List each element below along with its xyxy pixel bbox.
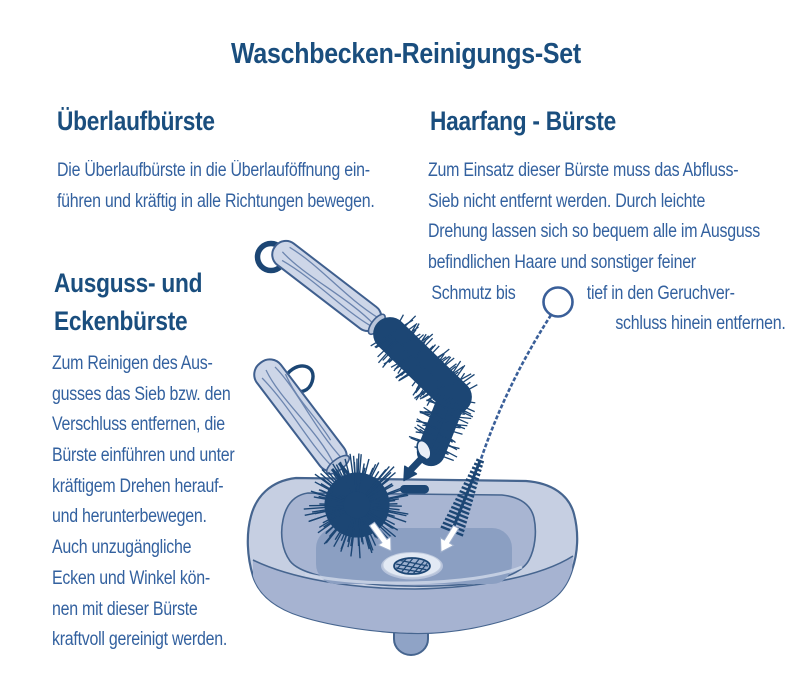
body-line: Verschluss entfernen, die (52, 414, 225, 436)
corner-brush-to-drain-arrow-icon (370, 522, 392, 551)
hair-brush-to-drain-arrow-icon (441, 526, 459, 553)
overflow-brush-heading: Überlaufbürste (57, 106, 215, 136)
heading-line: Eckenbürste (54, 306, 188, 336)
body-line: und herunterbewegen. (52, 506, 207, 528)
body-line: Drehung lassen sich so bequem alle im Ausguss (428, 221, 760, 243)
body-line: Zum Einsatz dieser Bürste muss das Abfluss- (428, 160, 739, 181)
body-line: schluss hinein entfernen. (615, 313, 786, 335)
corner-brush-heading (54, 264, 306, 340)
overflow-brush-tip (414, 438, 433, 461)
sink-floor (316, 528, 512, 584)
corner-brush-paragraph (52, 349, 304, 656)
sink-basin (282, 493, 536, 586)
body-line: kräftigem Drehen herauf- (52, 475, 224, 497)
wrap-text-after-ring: tief in den Geruchver- (586, 282, 735, 304)
hair-catch-brush-paragraph (428, 156, 789, 340)
body-line: befindlichen Haare und sonstiger feiner (428, 252, 696, 274)
body-line-wrapped-around-ring (428, 279, 789, 310)
corner-brush-wire (332, 463, 355, 488)
body-line: Die Überlaufbürste in die Überlauföffnung ein- (57, 160, 370, 181)
heading-line: Ausguss- und (54, 268, 203, 298)
body-line: nen mit dieser Bürste (52, 598, 198, 620)
hair-catch-brush-heading: Haarfang - Bürste (430, 106, 617, 136)
hair-brush-spiral-bristles (441, 460, 484, 536)
body-line: Sieb nicht entfernt werden. Durch leichte (428, 190, 706, 212)
corner-brush-bristles (304, 453, 409, 558)
overflow-brush-paragraph (57, 156, 418, 217)
drain-strainer (381, 553, 443, 580)
body-line: führen und kräftig in alle Richtungen bewegen. (57, 190, 375, 212)
overflow-brush-bristles-lower (409, 392, 475, 460)
page-title: Waschbecken-Reinigungs-Set (231, 38, 581, 70)
drain-pipe-stub (394, 626, 428, 655)
overflow-brush-wire (377, 324, 392, 337)
wrap-text-before-ring: Schmutz bis (431, 282, 516, 304)
body-line: Zum Reinigen des Aus- (52, 353, 213, 374)
floor-highlight (305, 567, 522, 583)
overflow-slot (400, 485, 429, 494)
body-line: Ecken und Winkel kön- (52, 567, 210, 589)
body-line: gusses das Sieb bzw. den (52, 383, 231, 405)
overflow-arrow-icon (404, 456, 425, 481)
body-line: Bürste einführen und unter (52, 445, 235, 467)
body-line: Auch unzugängliche (52, 537, 192, 559)
body-line: kraftvoll gereinigt werden. (52, 629, 228, 651)
